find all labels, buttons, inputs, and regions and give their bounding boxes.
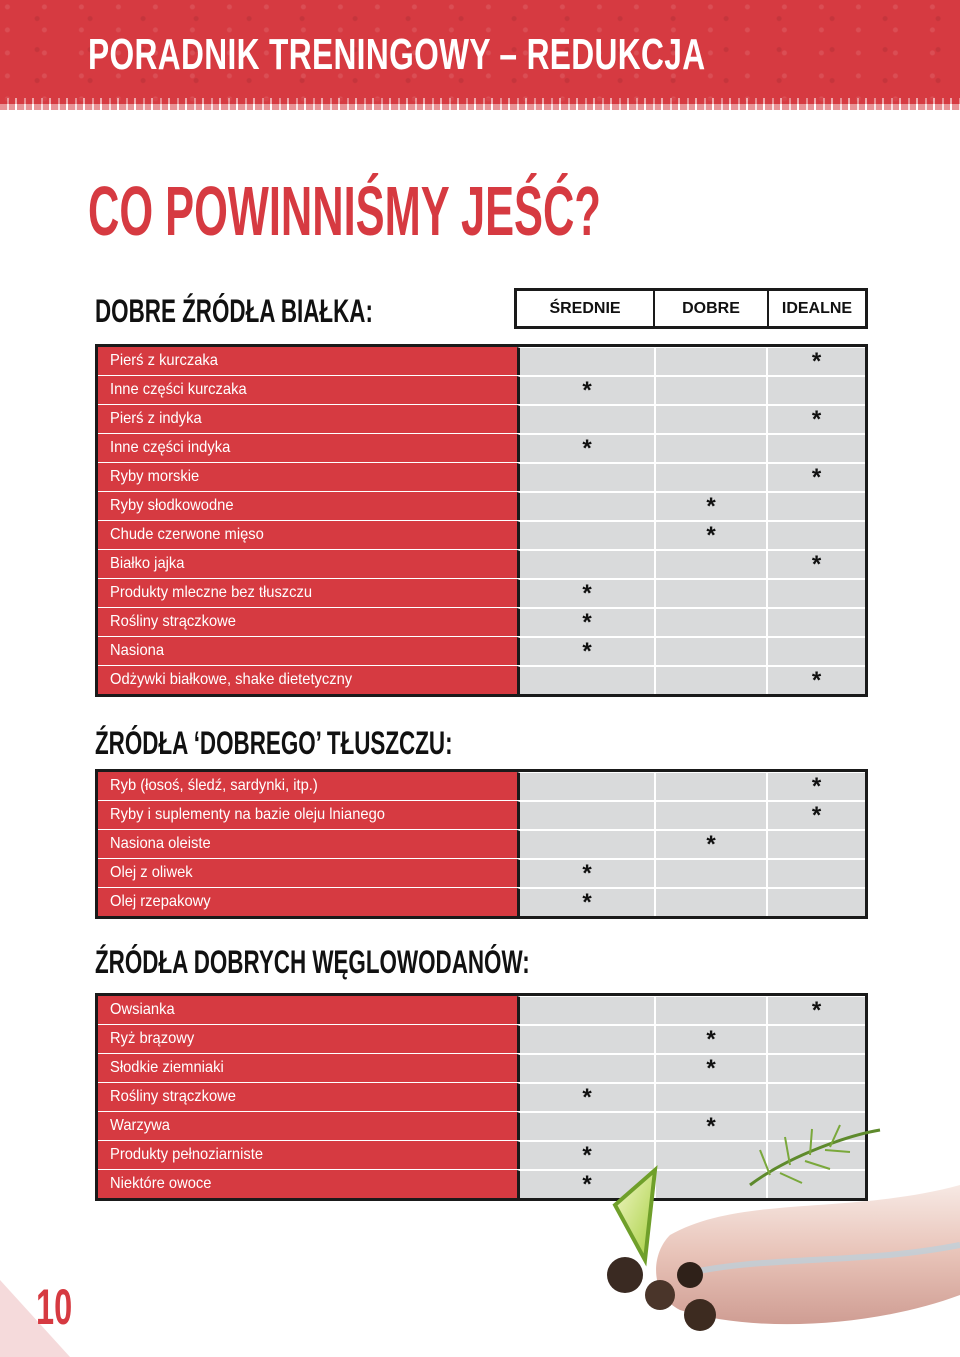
rating-mark: *	[811, 666, 822, 694]
food-name: Pierś z kurczaka	[110, 352, 218, 369]
food-name-cell	[98, 888, 517, 916]
food-name-cell	[98, 1054, 517, 1082]
food-name-cell	[98, 434, 517, 462]
table-row	[98, 1024, 865, 1053]
rating-mark: *	[811, 801, 822, 829]
rating-mark: *	[706, 1054, 716, 1082]
header-band-edge	[0, 98, 960, 110]
table-row	[98, 636, 865, 665]
rating-cell-ideal	[766, 608, 865, 636]
table-row	[98, 549, 865, 578]
table-row	[98, 462, 865, 491]
rating-mark: *	[706, 492, 716, 520]
table-row	[98, 520, 865, 549]
rating-cell-good	[654, 1054, 766, 1082]
rating-mark: *	[811, 463, 822, 491]
rating-cell-good	[654, 801, 766, 829]
food-name: Ryb (łosoś, śledź, sardynki, itp.)	[110, 777, 318, 794]
rating-cell-ideal	[766, 550, 865, 578]
food-name-cell	[98, 463, 517, 491]
rating-cell-ideal	[766, 521, 865, 549]
food-name-cell	[98, 801, 517, 829]
food-name-cell	[98, 1083, 517, 1111]
food-name-cell	[98, 637, 517, 665]
rating-cell-average	[517, 666, 654, 694]
rating-cell-good	[654, 347, 766, 375]
food-name-cell	[98, 550, 517, 578]
table-row	[98, 772, 865, 800]
food-name: Odżywki białkowe, shake dietetyczny	[110, 671, 353, 688]
food-name-cell	[98, 1025, 517, 1053]
rating-cell-average	[517, 830, 654, 858]
rating-mark: *	[706, 521, 716, 549]
food-name: Nasiona	[110, 642, 165, 659]
food-name: Produkty mleczne bez tłuszczu	[110, 584, 313, 601]
rating-cell-ideal	[766, 492, 865, 520]
rating-mark: *	[811, 772, 822, 800]
rating-cell-average	[517, 859, 654, 887]
rating-cell-good	[654, 550, 766, 578]
rating-cell-ideal	[766, 801, 865, 829]
food-name: Ryby morskie	[110, 468, 200, 485]
rating-cell-average	[517, 492, 654, 520]
table-row	[98, 858, 865, 887]
table-row	[98, 433, 865, 462]
food-name: Inne części indyka	[110, 439, 231, 456]
table-row	[98, 491, 865, 520]
rating-mark: *	[582, 376, 592, 404]
rating-cell-ideal	[766, 463, 865, 491]
food-name: Ryby słodkowodne	[110, 497, 234, 514]
table-row	[98, 665, 865, 694]
rating-cell-ideal	[766, 1025, 865, 1053]
food-name-cell	[98, 347, 517, 375]
food-name: Olej z oliwek	[110, 864, 193, 881]
table-row	[98, 404, 865, 433]
rating-cell-average	[517, 405, 654, 433]
rating-mark: *	[706, 1025, 716, 1053]
rating-cell-ideal	[766, 1054, 865, 1082]
table-row	[98, 996, 865, 1024]
rating-cell-good	[654, 859, 766, 887]
rating-cell-good	[654, 772, 766, 800]
rating-cell-average	[517, 801, 654, 829]
rating-cell-ideal	[766, 376, 865, 404]
table-row	[98, 607, 865, 636]
rating-cell-average	[517, 1054, 654, 1082]
rating-mark: *	[582, 434, 592, 462]
rating-cell-good	[654, 830, 766, 858]
food-name-cell	[98, 830, 517, 858]
rating-cell-ideal	[766, 859, 865, 887]
column-header-average: ŚREDNIE	[549, 299, 621, 317]
table-row	[98, 887, 865, 916]
rating-cell-ideal	[766, 666, 865, 694]
rating-mark: *	[582, 859, 592, 887]
rating-cell-average	[517, 434, 654, 462]
food-name-cell	[98, 492, 517, 520]
rating-cell-ideal	[766, 637, 865, 665]
section-title-carbs: ŹRÓDŁA DOBRYCH WĘGLOWODANÓW:	[95, 944, 530, 980]
fish-photo	[520, 1095, 960, 1357]
rating-cell-good	[654, 608, 766, 636]
food-name: Owsianka	[110, 1001, 175, 1018]
rating-mark: *	[582, 579, 592, 607]
rating-cell-good	[654, 579, 766, 607]
rating-cell-average	[517, 996, 654, 1024]
rating-mark: *	[582, 1083, 592, 1111]
food-name-cell	[98, 1112, 517, 1140]
table-row	[98, 1053, 865, 1082]
rating-cell-good	[654, 376, 766, 404]
rating-mark: *	[582, 888, 592, 916]
rating-cell-good	[654, 666, 766, 694]
food-name-cell	[98, 405, 517, 433]
food-name: Rośliny strączkowe	[110, 1088, 236, 1105]
rating-cell-good	[654, 463, 766, 491]
rating-mark: *	[811, 347, 822, 375]
fat-table	[95, 769, 868, 919]
rating-cell-average	[517, 376, 654, 404]
rating-mark: *	[582, 1170, 592, 1198]
food-name-cell	[98, 772, 517, 800]
rating-cell-ideal	[766, 434, 865, 462]
food-name: Białko jajka	[110, 555, 185, 572]
header-title: PORADNIK TRENINGOWY – REDUKCJA	[88, 30, 706, 79]
page-title: CO POWINNIŚMY JEŚĆ?	[88, 172, 601, 250]
rating-mark: *	[582, 608, 592, 636]
food-name-cell	[98, 1141, 517, 1169]
food-name: Niektóre owoce	[110, 1175, 212, 1192]
rating-cell-average	[517, 772, 654, 800]
rating-mark: *	[706, 830, 716, 858]
rating-cell-average	[517, 608, 654, 636]
rating-cell-ideal	[766, 996, 865, 1024]
food-name-cell	[98, 608, 517, 636]
table-row	[98, 375, 865, 404]
food-name: Ryby i suplementy na bazie oleju lnianego	[110, 806, 385, 823]
rating-cell-good	[654, 888, 766, 916]
table-row	[98, 347, 865, 375]
food-name-cell	[98, 521, 517, 549]
rating-cell-good	[654, 521, 766, 549]
rating-column-headers	[514, 288, 868, 329]
rating-cell-average	[517, 579, 654, 607]
rating-mark: *	[582, 637, 592, 665]
food-name: Chude czerwone mięso	[110, 526, 264, 543]
food-name: Inne części kurczaka	[110, 381, 247, 398]
section-title-protein: DOBRE ŹRÓDŁA BIAŁKA:	[95, 293, 373, 329]
rating-cell-ideal	[766, 830, 865, 858]
rating-cell-ideal	[766, 888, 865, 916]
rating-mark: *	[582, 1141, 592, 1169]
food-name: Słodkie ziemniaki	[110, 1059, 224, 1076]
food-name-cell	[98, 859, 517, 887]
rating-cell-average	[517, 463, 654, 491]
section-title-fat: ŹRÓDŁA ‘DOBREGO’ TŁUSZCZU:	[95, 725, 453, 761]
rating-cell-good	[654, 1025, 766, 1053]
food-name-cell	[98, 579, 517, 607]
food-name: Warzywa	[110, 1117, 170, 1134]
food-name: Ryż brązowy	[110, 1030, 195, 1047]
rating-cell-average	[517, 1025, 654, 1053]
page-number: 10	[36, 1279, 73, 1335]
food-name-cell	[98, 666, 517, 694]
rating-cell-good	[654, 637, 766, 665]
rating-cell-good	[654, 405, 766, 433]
food-name: Nasiona oleiste	[110, 835, 211, 852]
rating-cell-average	[517, 521, 654, 549]
food-name-cell	[98, 376, 517, 404]
column-header-good: DOBRE	[653, 291, 767, 326]
food-name-cell	[98, 1170, 517, 1198]
rating-mark: *	[811, 405, 822, 433]
rating-cell-ideal	[766, 579, 865, 607]
table-row	[98, 578, 865, 607]
rating-cell-ideal	[766, 772, 865, 800]
rating-cell-average	[517, 637, 654, 665]
food-name-cell	[98, 996, 517, 1024]
protein-table	[95, 344, 868, 697]
rating-mark: *	[706, 1112, 716, 1140]
food-name: Pierś z indyka	[110, 410, 202, 427]
rating-cell-ideal	[766, 347, 865, 375]
rating-cell-average	[517, 347, 654, 375]
rating-mark: *	[811, 996, 822, 1024]
rating-mark: *	[811, 550, 822, 578]
rating-cell-good	[654, 434, 766, 462]
rating-cell-average	[517, 550, 654, 578]
table-row	[98, 800, 865, 829]
rating-cell-good	[654, 996, 766, 1024]
food-name: Produkty pełnoziarniste	[110, 1146, 264, 1163]
food-name: Rośliny strączkowe	[110, 613, 236, 630]
rating-cell-good	[654, 492, 766, 520]
rating-cell-ideal	[766, 405, 865, 433]
column-header-ideal: IDEALNE	[767, 291, 865, 326]
rating-cell-average	[517, 888, 654, 916]
food-name: Olej rzepakowy	[110, 893, 211, 910]
table-row	[98, 829, 865, 858]
